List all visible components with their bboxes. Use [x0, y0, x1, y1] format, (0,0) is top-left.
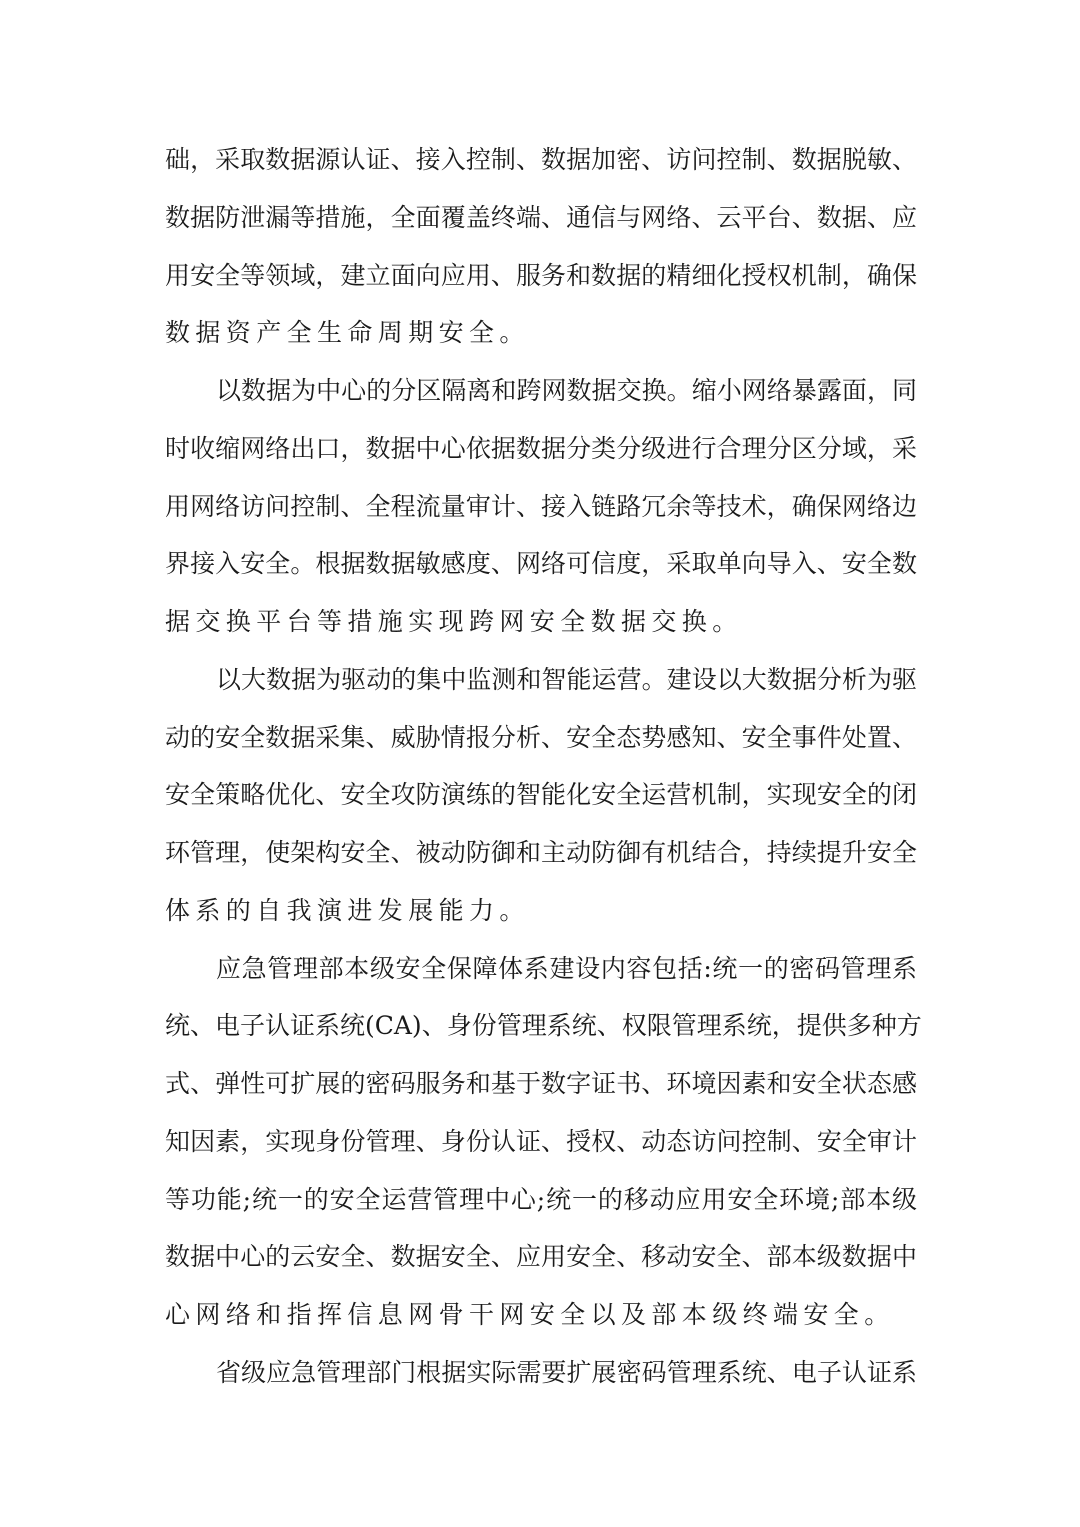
text-line: 界接入安全。根据数据敏感度、网络可信度，采取单向导入、安全数 [165, 549, 917, 578]
text-line: 体系的自我演进发展能力。 [165, 896, 530, 925]
paragraph-first-line: 应急管理部本级安全保障体系建设内容包括:统一的密码管理系 [216, 954, 917, 983]
text-line: 数据防泄漏等措施，全面覆盖终端、通信与网络、云平台、数据、应 [165, 203, 917, 232]
text-line: 数据资产全生命周期安全。 [165, 318, 530, 347]
text-line: 式、弹性可扩展的密码服务和基于数字证书、环境因素和安全状态感 [165, 1069, 917, 1098]
text-line: 据交换平台等措施实现跨网安全数据交换。 [165, 607, 743, 636]
text-line: 数据中心的云安全、数据安全、应用安全、移动安全、部本级数据中 [165, 1242, 917, 1271]
paragraph-first-line: 以大数据为驱动的集中监测和智能运营。建设以大数据分析为驱 [216, 665, 917, 694]
text-line: 安全策略优化、安全攻防演练的智能化安全运营机制，实现安全的闭 [165, 780, 917, 809]
text-line: 础，采取数据源认证、接入控制、数据加密、访问控制、数据脱敏、 [165, 145, 917, 174]
text-line: 环管理，使架构安全、被动防御和主动防御有机结合，持续提升安全 [165, 838, 917, 867]
text-line: 用网络访问控制、全程流量审计、接入链路冗余等技术，确保网络边 [165, 492, 917, 521]
text-line: 时收缩网络出口，数据中心依据数据分类分级进行合理分区分域，采 [165, 434, 917, 463]
paragraph-first-line: 省级应急管理部门根据实际需要扩展密码管理系统、电子认证系 [216, 1358, 917, 1387]
text-line: 统、电子认证系统(CA)、身份管理系统、权限管理系统，提供多种方 [165, 1011, 922, 1040]
text-line: 等功能;统一的安全运营管理中心;统一的移动应用安全环境;部本级 [165, 1185, 917, 1214]
text-line: 知因素，实现身份管理、身份认证、授权、动态访问控制、安全审计 [165, 1127, 917, 1156]
text-line: 心网络和指挥信息网骨干网安全以及部本级终端安全。 [165, 1300, 895, 1329]
text-line: 用安全等领域，建立面向应用、服务和数据的精细化授权机制，确保 [165, 261, 917, 290]
text-line: 动的安全数据采集、威胁情报分析、安全态势感知、安全事件处置、 [165, 723, 917, 752]
paragraph-first-line: 以数据为中心的分区隔离和跨网数据交换。缩小网络暴露面，同 [216, 376, 917, 405]
